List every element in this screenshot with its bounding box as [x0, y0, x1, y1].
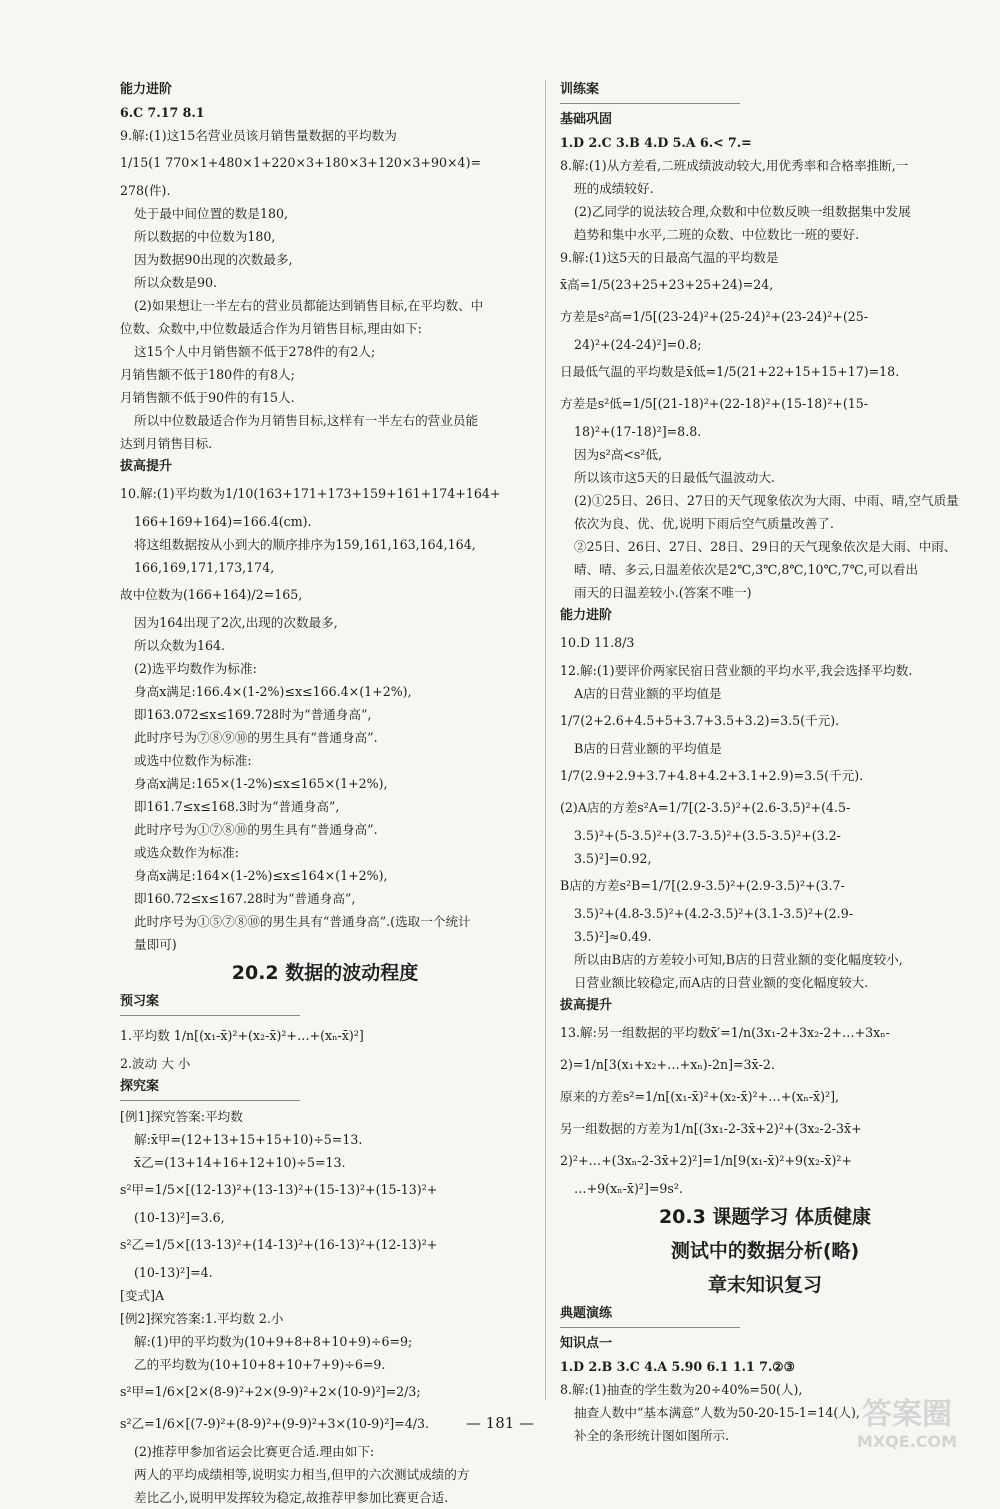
text-line: 即161.7≤x≤168.3时为“普通身高”, — [134, 799, 340, 814]
section-heading: 拔高提升 — [560, 998, 613, 1013]
watermark-logo — [832, 1398, 982, 1454]
text-line: 抽查人数中“基本满意”人数为50-20-15-1=14(人), — [574, 1405, 860, 1420]
text-line: (2)推荐甲参加省运会比赛更合适.理由如下: — [134, 1444, 375, 1459]
text-line: 2.波动 大 小 — [120, 1056, 191, 1071]
text-line: 所以该市这5天的日最低气温波动大. — [574, 470, 775, 485]
text-line: 8.解:(1)抽查的学生数为20÷40%=50(人), — [560, 1382, 803, 1397]
text-line: 此时序号为①⑤⑦⑧⑩的男生具有“普通身高”.(选取一个统计 — [134, 914, 471, 929]
formula-line: 2)=1/n[3(x₁+x₂+…+xₙ)-2n]=3x̄-2. — [560, 1057, 775, 1072]
text-line: 18)²+(17-18)²]=8.8. — [574, 424, 702, 439]
text-line: 身高x满足:165×(1-2%)≤x≤165×(1+2%), — [134, 776, 388, 791]
section-heading: 探究案 — [120, 1079, 160, 1094]
text-line: A店的日营业额的平均值是 — [574, 686, 722, 701]
text-line: 即163.072≤x≤169.728时为“普通身高”, — [134, 707, 372, 722]
section-heading: 预习案 — [120, 994, 160, 1009]
text-line: (2)如果想让一半左右的营业员都能达到销售目标,在平均数、中 — [134, 298, 484, 313]
text-line: 所以众数为164. — [134, 638, 226, 653]
section-heading: 能力进阶 — [560, 608, 613, 623]
text-line: 将这组数据按从小到大的顺序排序为159,161,163,164,164, — [134, 537, 476, 552]
text-line: 即160.72≤x≤167.28时为“普通身高”, — [134, 891, 356, 906]
text-line: 解:(1)甲的平均数为(10+9+8+8+10+9)÷6=9; — [134, 1334, 413, 1349]
text-line: 此时序号为①⑦⑧⑩的男生具有“普通身高”. — [134, 822, 378, 837]
formula-line: x̄高=1/5(23+25+23+25+24)=24, — [560, 277, 774, 292]
chapter-title: 20.2 数据的波动程度 — [231, 962, 419, 984]
text-line: 166+169+164)=166.4(cm). — [134, 514, 312, 529]
text-line: (2)乙同学的说法较合理,众数和中位数反映一组数据集中发展 — [574, 204, 911, 219]
formula-line: s²甲=1/5×[(12-13)²+(13-13)²+(15-13)²+(15-13)²+ — [120, 1182, 438, 1197]
text-line: 位数、众数中,中位数最适合作为月销售目标,理由如下: — [120, 321, 422, 336]
formula-line: 10.解:(1)平均数为1/10(163+171+173+159+161+174+164+ — [120, 486, 501, 501]
formula-line: 1.平均数 1/n[(x₁-x̄)²+(x₂-x̄)²+…+(xₙ-x̄)²] — [120, 1028, 364, 1043]
formula-line: s²乙=1/6×[(7-9)²+(8-9)²+(9-9)²+3×(10-9)²]=4/3. — [120, 1416, 429, 1431]
text-line: 278(件). — [120, 183, 171, 198]
formula-line: 13.解:另一组数据的平均数x̄′=1/n(3x₁-2+3x₂-2+…+3xₙ- — [560, 1025, 890, 1040]
text-line: 166,169,171,173,174, — [134, 560, 275, 575]
formula-line: 2)²+…+(3xₙ-2-3x̄+2)²]=1/n[9(x₁-x̄)²+9(x₂-x̄)²+ — [560, 1153, 852, 1168]
heading-underline — [560, 103, 740, 104]
text-line: 所以由B店的方差较小可知,B店的日营业额的变化幅度较小, — [574, 952, 903, 967]
text-line: 班的成绩较好. — [574, 181, 654, 196]
answer-line: 6.C 7.17 8.1 — [120, 105, 205, 120]
section-heading: 能力进阶 — [120, 82, 173, 97]
section-heading: 典题演练 — [560, 1306, 613, 1321]
chapter-title: 20.3 课题学习 体质健康 — [658, 1206, 872, 1228]
text-line: 达到月销售目标. — [120, 436, 213, 451]
formula-line: (2)A店的方差s²A=1/7[(2-3.5)²+(2.6-3.5)²+(4.5- — [560, 800, 851, 815]
text-line: [例1]探究答案:平均数 — [120, 1109, 243, 1124]
text-line: 24)²+(24-24)²]=0.8; — [574, 337, 702, 352]
text-line: 3.5)²]=0.92, — [574, 851, 652, 866]
left-column — [120, 78, 530, 1509]
formula-line: s²甲=1/6×[2×(8-9)²+2×(9-9)²+2×(10-9)²]=2/3; — [120, 1384, 421, 1399]
text-line: 身高x满足:166.4×(1-2%)≤x≤166.4×(1+2%), — [134, 684, 412, 699]
text-line: 3.5)²]≈0.49. — [574, 929, 652, 944]
text-line: 或选众数作为标准: — [134, 845, 239, 860]
text-line: 3.5)²+(5-3.5)²+(3.7-3.5)²+(3.5-3.5)²+(3.2- — [574, 828, 841, 843]
text-line: 因为数据90出现的次数最多, — [134, 252, 293, 267]
text-line: 所以众数是90. — [134, 275, 217, 290]
right-column — [560, 78, 970, 1447]
formula-line: 方差是s²高=1/5[(23-24)²+(25-24)²+(23-24)²+(25- — [560, 309, 869, 324]
column-divider — [545, 80, 546, 1400]
text-line: 12.解:(1)要评价两家民宿日营业额的平均水平,我会选择平均数. — [560, 663, 913, 678]
section-heading: 拔高提升 — [120, 459, 173, 474]
formula-line: 原来的方差s²=1/n[(x₁-x̄)²+(x₂-x̄)²+…+(xₙ-x̄)²], — [560, 1089, 840, 1104]
text-line: 这15个人中月销售额不低于278件的有2人; — [134, 344, 376, 359]
text-line: 因为164出现了2次,出现的次数最多, — [134, 615, 338, 630]
text-line: 9.解:(1)这5天的日最高气温的平均数是 — [560, 250, 779, 265]
text-line: (2)①25日、26日、27日的天气现象依次为大雨、中雨、晴,空气质量 — [574, 493, 959, 508]
text-line: 差比乙小,说明甲发挥较为稳定,故推荐甲参加比赛更合适. — [134, 1490, 449, 1505]
heading-underline — [120, 1100, 300, 1101]
text-line: 依次为良、优、优,说明下雨后空气质量改善了. — [574, 516, 834, 531]
text-line: 补全的条形统计图如图所示. — [574, 1428, 730, 1443]
text-line: 解:x̄甲=(12+13+15+15+10)÷5=13. — [134, 1132, 363, 1147]
text-line: 雨天的日温差较小.(答案不唯一) — [574, 585, 752, 600]
text-line: …+9(xₙ-x̄)²]=9s². — [574, 1181, 683, 1196]
watermark-url: MXQE.COM — [856, 1432, 958, 1451]
chapter-title: 章末知识复习 — [707, 1274, 822, 1296]
text-line: 晴、晴、多云,日温差依次是2℃,3℃,8℃,10℃,7℃,可以看出 — [574, 562, 919, 577]
text-line: (10-13)²]=4. — [134, 1265, 213, 1280]
chapter-title: 测试中的数据分析(略) — [670, 1240, 860, 1262]
text-line: 3.5)²+(4.8-3.5)²+(4.2-3.5)²+(3.1-3.5)²+(2.9- — [574, 906, 853, 921]
page-number: — 181 — — [465, 1414, 535, 1432]
section-heading: 知识点一 — [560, 1336, 613, 1351]
text-line: 乙的平均数为(10+10+8+10+7+9)÷6=9. — [134, 1357, 386, 1372]
formula-line: s²乙=1/5×[(13-13)²+(14-13)²+(16-13)²+(12-13)²+ — [120, 1237, 438, 1252]
formula-line: 1/7(2+2.6+4.5+5+3.7+3.5+3.2)=3.5(千元). — [560, 713, 840, 728]
text-line: x̄乙=(13+14+16+12+10)÷5=13. — [134, 1155, 346, 1170]
formula-line: 10.D 11.8/3 — [560, 635, 635, 650]
formula-line: 1/7(2.9+2.9+3.7+4.8+4.2+3.1+2.9)=3.5(千元). — [560, 768, 864, 783]
formula-line: 1/15(1 770×1+480×1+220×3+180×3+120×3+90×4)= — [120, 155, 482, 170]
formula-line: 另一组数据的方差为1/n[(3x₁-2-3x̄+2)²+(3x₂-2-3x̄+ — [560, 1121, 862, 1136]
text-line: 身高x满足:164×(1-2%)≤x≤164×(1+2%), — [134, 868, 388, 883]
text-line: 处于最中间位置的数是180, — [134, 206, 288, 221]
formula-line: 日最低气温的平均数是x̄低=1/5(21+22+15+15+17)=18. — [560, 364, 900, 379]
text-line: [例2]探究答案:1.平均数 2.小 — [120, 1311, 284, 1326]
heading-underline — [120, 1015, 300, 1016]
text-line: 月销售额不低于180件的有8人; — [120, 367, 295, 382]
text-line: 或选中位数作为标准: — [134, 753, 252, 768]
text-line: 所以中位数最适合作为月销售目标,这样有一半左右的营业员能 — [134, 413, 479, 428]
section-heading: 训练案 — [560, 82, 600, 97]
text-line: (10-13)²]=3.6, — [134, 1210, 225, 1225]
text-line: 此时序号为⑦⑧⑨⑩的男生具有“普通身高”. — [134, 730, 378, 745]
text-line: 量即可) — [134, 937, 177, 952]
text-line: 日营业额比较稳定,而A店的日营业额的变化幅度较大. — [574, 975, 869, 990]
text-line: 8.解:(1)从方差看,二班成绩波动较大,用优秀率和合格率推断,一 — [560, 158, 909, 173]
formula-line: 方差是s²低=1/5[(21-18)²+(22-18)²+(15-18)²+(15- — [560, 396, 869, 411]
text-line: 9.解:(1)这15名营业员该月销售量数据的平均数为 — [120, 128, 397, 143]
text-line: ②25日、26日、27日、28日、29日的天气现象依次是大雨、中雨、 — [574, 539, 957, 554]
text-line: 所以数据的中位数为180, — [134, 229, 276, 244]
formula-line: B店的方差s²B=1/7[(2.9-3.5)²+(2.9-3.5)²+(3.7- — [560, 878, 845, 893]
answer-line: 1.D 2.C 3.B 4.D 5.A 6.< 7.= — [560, 135, 752, 150]
formula-line: 故中位数为(166+164)/2=165, — [120, 587, 303, 602]
text-line: B店的日营业额的平均值是 — [574, 741, 722, 756]
text-line: 两人的平均成绩相等,说明实力相当,但甲的六次测试成绩的方 — [134, 1467, 470, 1482]
text-line: (2)选平均数作为标准: — [134, 661, 257, 676]
text-line: 趋势和集中水平,二班的众数、中位数比一班的要好. — [574, 227, 860, 242]
watermark-title: 答案圈 — [862, 1397, 952, 1432]
section-heading: 基础巩固 — [560, 112, 613, 127]
heading-underline — [560, 1327, 740, 1328]
text-line: 因为s²高<s²低, — [574, 447, 662, 462]
answer-line: 1.D 2.B 3.C 4.A 5.90 6.1 1.1 7.②③ — [560, 1359, 795, 1374]
text-line: 月销售额不低于90件的有15人. — [120, 390, 295, 405]
text-line: [变式]A — [120, 1288, 165, 1303]
